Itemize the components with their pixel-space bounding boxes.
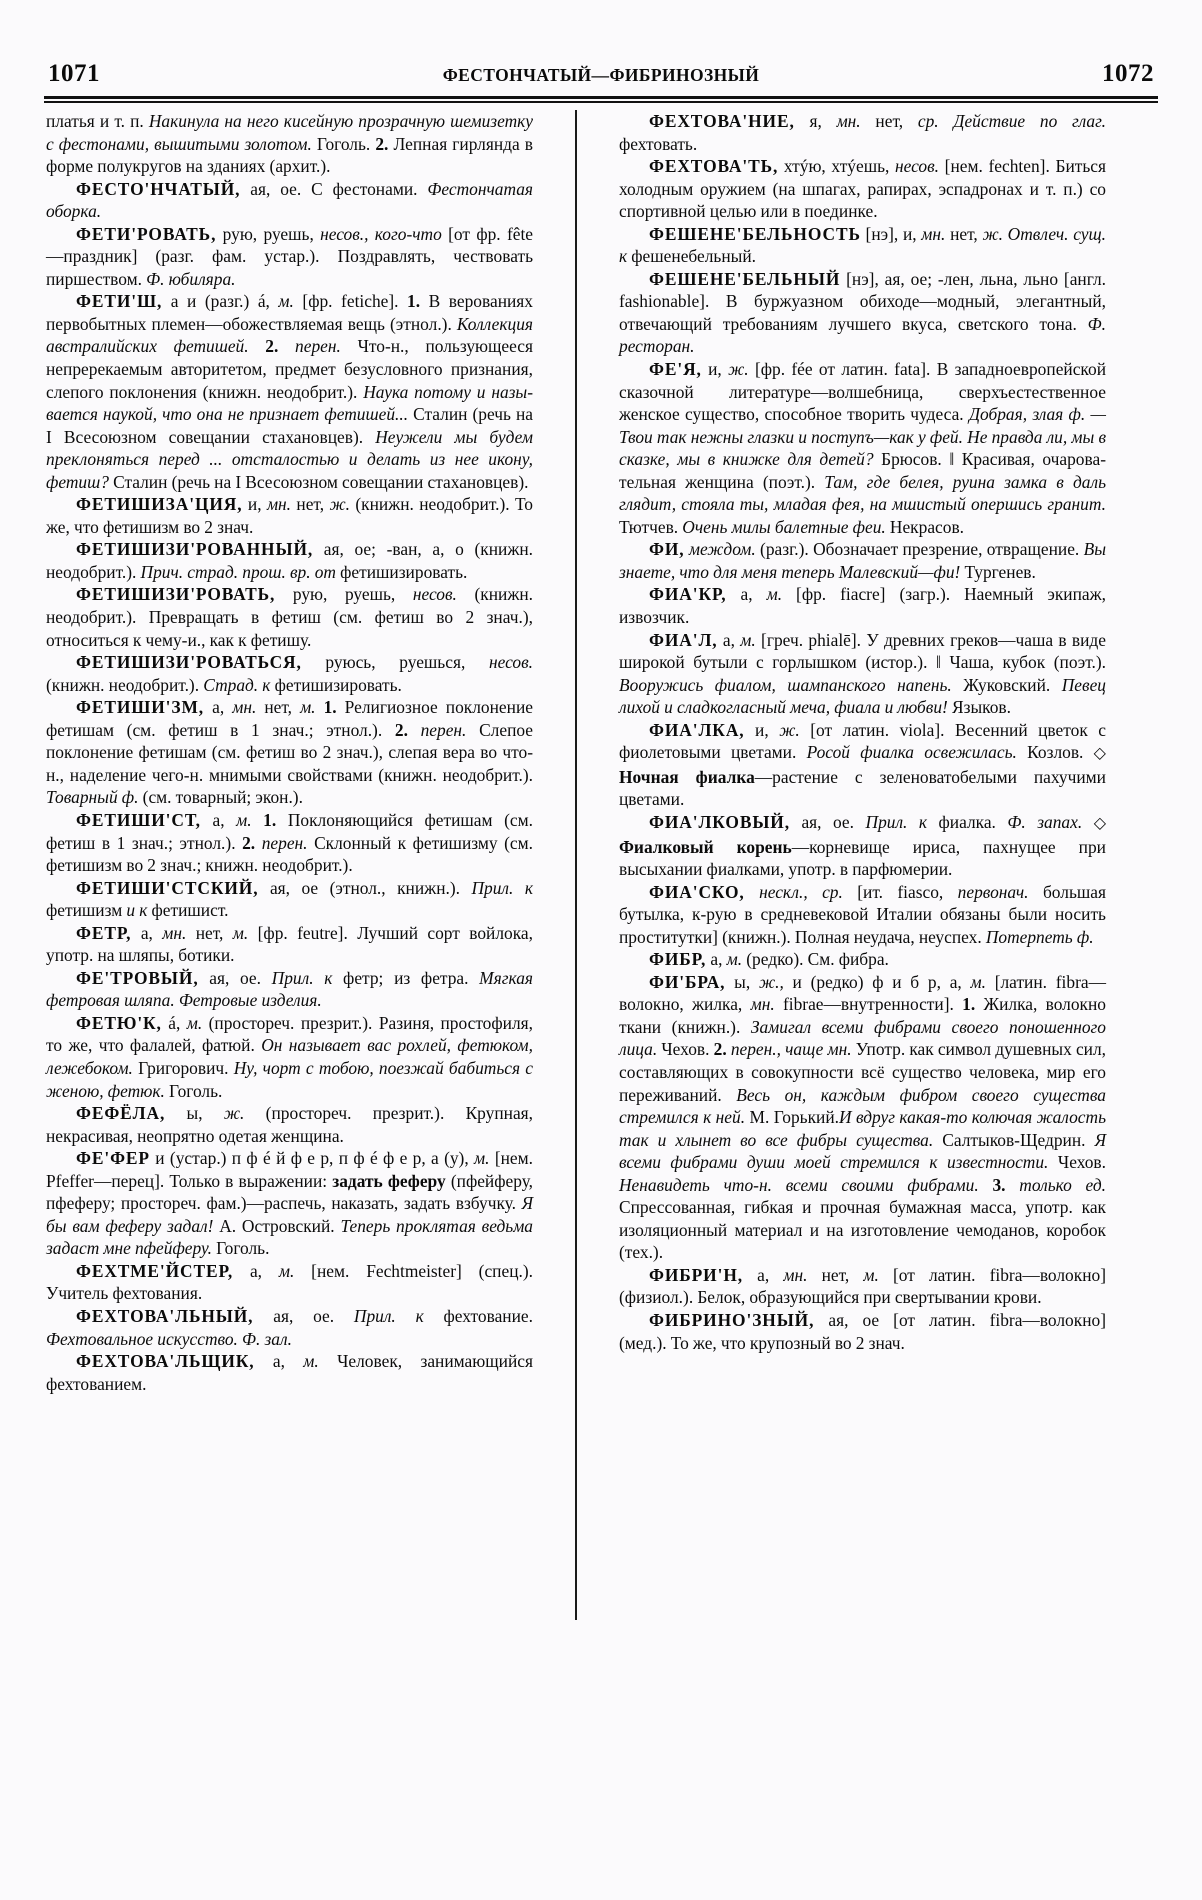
folio-left: 1071 bbox=[48, 60, 100, 87]
text-run: Сталин (речь на I Всесоюзном совещании стахановцев). bbox=[108, 471, 529, 492]
headword: ФИ, bbox=[649, 539, 685, 560]
text-run: мн. bbox=[232, 697, 257, 718]
headword: ФЕХТМЕ'ЙСТЕР, bbox=[76, 1260, 234, 1281]
text-run: Чехов. bbox=[657, 1039, 714, 1060]
text-run: Салтыков-Щедрин. bbox=[933, 1129, 1095, 1150]
dictionary-entry bbox=[46, 967, 533, 1012]
dictionary-entry bbox=[619, 223, 1106, 268]
headword: ФЕТИШИЗИ'РОВАТЬ, bbox=[76, 584, 276, 605]
text-run: нет, bbox=[860, 111, 918, 131]
text-run: м. bbox=[186, 1012, 203, 1033]
text-run: Добрая, злая ф. —Твои так нежны глазки и поступъ—как у фей. Не правда ли, мы в сказке, мы в книжке для детей? bbox=[619, 404, 1106, 470]
text-run: перен. bbox=[407, 719, 467, 740]
dictionary-entry bbox=[619, 583, 1106, 628]
text-run: ая, ое. С фестонами. bbox=[240, 178, 428, 199]
text-run: ж. bbox=[223, 1103, 245, 1124]
text-run: Потерпеть ф. bbox=[985, 926, 1094, 947]
text-run: и к bbox=[126, 900, 148, 921]
headword: ФЕТИ'Ш, bbox=[76, 291, 163, 312]
headword: ФЕТИШИЗИ'РОВАННЫЙ, bbox=[76, 539, 314, 560]
text-run: Григорович. bbox=[132, 1057, 234, 1078]
text-run: —корневище ириса, пахнущее при высыхании фиалками, употр. в парфюмерии. bbox=[619, 836, 1106, 880]
text-run: Гоголь. bbox=[164, 1080, 223, 1101]
dictionary-entry bbox=[46, 538, 533, 583]
text-run: и (редко) ф и б р, а, bbox=[783, 971, 971, 992]
headword: ФЕХТОВА'ЛЬЩИК, bbox=[76, 1351, 255, 1372]
text-run: м. bbox=[766, 584, 783, 605]
text-run: а, bbox=[131, 922, 163, 943]
text-run: ж. bbox=[779, 719, 800, 740]
text-run: мн. bbox=[836, 111, 861, 131]
text-run: [фр. fiacre] (загр.). Наемный экипаж, извозчик. bbox=[619, 584, 1106, 628]
dictionary-entry bbox=[46, 290, 533, 493]
dictionary-entry bbox=[46, 877, 533, 922]
text-run: Товарный ф. bbox=[46, 787, 139, 808]
text-run: Вы знаете, что для меня теперь Малевский—фи! bbox=[619, 539, 1107, 582]
text-run: междом. bbox=[684, 539, 756, 560]
text-run: 2. bbox=[394, 719, 408, 740]
text-run: И вдруг какая-то колючая жалость так и хлынет во все фибры существа. bbox=[619, 1107, 1106, 1150]
text-run: Вооружись фиалом, шампанского напень. bbox=[619, 674, 952, 695]
text-run: М. Горький. bbox=[745, 1107, 840, 1128]
dictionary-entry bbox=[46, 1260, 533, 1305]
headword: ФИА'ЛКОВЫЙ, bbox=[649, 811, 790, 832]
text-run: только ед. bbox=[1005, 1174, 1106, 1195]
text-run: фетишист. bbox=[147, 900, 229, 921]
text-run: Склонный к фетишизму (см. фетишизм во 2 знач.; книжн. неодобрит.). bbox=[46, 832, 533, 876]
text-run: Религиозное поклонение фетишам (см. фетиш в 1 знач.; этнол.). bbox=[46, 697, 533, 740]
text-run: á, bbox=[161, 1012, 187, 1033]
text-run: ы, bbox=[725, 971, 759, 992]
text-run: (редко). См. фибра. bbox=[742, 949, 889, 970]
text-run: первонач. bbox=[957, 881, 1029, 902]
rule-thin bbox=[44, 101, 1158, 103]
text-run: [нэ], ая, ое; -лен, льна, льно [англ. fashionable]. В буржуазном обиходе—модный, элегантный, отвечающий требованиям лучшего вкуса, светского тона. bbox=[619, 268, 1106, 334]
text-run: Человек, занимающийся фехтованием. bbox=[46, 1351, 533, 1394]
headword: ФИА'Л, bbox=[649, 629, 718, 650]
headword: ФЕХТОВА'НИЕ, bbox=[649, 111, 795, 131]
text-run: и, bbox=[242, 494, 267, 515]
text-run bbox=[1082, 812, 1094, 832]
text-run: Ф. ресторан. bbox=[619, 313, 1106, 357]
text-run: а и (разг.) á, bbox=[162, 291, 279, 312]
folio-right: 1072 bbox=[1101, 60, 1154, 87]
text-run: [от латин. fibra—волокно] (физиол.). Белок, образующийся при свертывании крови. bbox=[619, 1264, 1106, 1308]
headword: ФИА'КР, bbox=[649, 584, 727, 605]
text-run: Брюсов. ‖ Красивая, очаровательная женщина (поэт.). bbox=[619, 449, 1106, 492]
dictionary-entry bbox=[46, 809, 533, 877]
text-run: нет, bbox=[256, 697, 301, 718]
headword: ФЕСТО'НЧАТЫЙ, bbox=[76, 178, 241, 199]
text-run: Я всеми фибрами души моей стремился к известности. bbox=[619, 1129, 1106, 1173]
dictionary-entry bbox=[46, 583, 533, 651]
text-run: 1. bbox=[315, 697, 337, 718]
text-columns bbox=[46, 110, 1156, 1850]
dictionary-entry bbox=[619, 358, 1106, 538]
text-run: перен. bbox=[278, 336, 341, 357]
text-run: [нем. fechten]. Биться холодным оружием (на шпагах, рапирах, эспадронах и т. п.) со спортивной целью или в поединке. bbox=[619, 156, 1106, 222]
text-run: м. bbox=[300, 697, 316, 718]
headword: ФЕХТОВА'ЛЬНЫЙ, bbox=[76, 1305, 254, 1326]
text-run: ая, ое (этнол., книжн.). bbox=[258, 877, 472, 898]
text-run: (пфейферу, пфеферу; простореч. фам.)—распечь, наказать, задать взбучку. bbox=[46, 1170, 533, 1214]
text-run: Прил. к bbox=[353, 1305, 424, 1326]
text-run: [латин. fibra—волокно, жилка, bbox=[619, 971, 1106, 1015]
text-run: а, bbox=[254, 1351, 304, 1372]
text-run: мн. bbox=[921, 223, 946, 244]
text-run: а, bbox=[233, 1260, 279, 1281]
text-run: Козлов. bbox=[1016, 742, 1094, 763]
dictionary-entry bbox=[619, 155, 1106, 223]
text-run: Росой фиалка освежилась. bbox=[806, 742, 1017, 763]
dictionary-entry bbox=[619, 268, 1106, 358]
text-run: Гоголь. bbox=[211, 1238, 270, 1259]
text-run: фетишизировать. bbox=[335, 561, 468, 582]
text-run: рую, руешь, bbox=[275, 584, 413, 605]
text-run: (книжн. неодобрит.). То же, что фетишизм во 2 знач. bbox=[46, 494, 534, 537]
text-run: ая, ое; -ван, а, о (книжн. неодобрит.). bbox=[46, 539, 533, 582]
text-run: Страд. к bbox=[203, 674, 271, 695]
text-run: Тургенев. bbox=[960, 561, 1036, 582]
text-run: Жуковский. bbox=[951, 674, 1062, 695]
text-run: Там, где белея, руина замка в даль глядит, стояла ты, младая фея, на мшистый опершись гранит. bbox=[619, 471, 1107, 515]
headword: ФЕШЕНЕ'БЕЛЬНОСТЬ bbox=[649, 223, 861, 244]
dictionary-entry bbox=[46, 223, 533, 291]
headword: ФЕХТОВА'ТЬ, bbox=[649, 156, 779, 177]
text-run: Прил. к bbox=[271, 967, 333, 988]
text-run: ж. bbox=[728, 359, 749, 380]
headword: ФИБРИ'Н, bbox=[649, 1264, 744, 1285]
text-run: Лепная гирлянда в форме полукругов на зданиях (архит.). bbox=[46, 133, 534, 177]
text-run: фиалка. bbox=[927, 811, 1008, 832]
text-run: Прил. к bbox=[865, 811, 928, 832]
text-run: Употр. как символ душевных сил, составляющих в совокупности всё существо человека, мир его переживаний. bbox=[619, 1039, 1107, 1105]
text-run: [фр. fetiche]. bbox=[293, 291, 408, 312]
text-run: большая бутылка, к-рую в средневековой Италии обязаны были носить проститутки] (книжн.). Полная неудача, неуспех. bbox=[619, 881, 1106, 947]
text-run: ая, ое. bbox=[198, 967, 272, 988]
text-run: Фиалковый корень bbox=[619, 836, 792, 857]
text-run: Сталин (речь на I Всесоюзном совещании стахановцев). bbox=[46, 404, 533, 447]
text-run: фетишизм bbox=[46, 900, 127, 921]
entry-continuation bbox=[46, 110, 533, 178]
text-run: я, bbox=[794, 111, 837, 131]
text-run: ж. bbox=[329, 494, 350, 515]
dictionary-entry bbox=[46, 651, 533, 696]
headword: ФИА'ЛКА, bbox=[649, 719, 745, 740]
text-run: fibrae—внутренности]. bbox=[774, 994, 963, 1015]
dictionary-entry bbox=[619, 629, 1106, 719]
text-run: [ит. fiasco, bbox=[842, 881, 958, 902]
text-run: Фестончатая оборка. bbox=[46, 178, 533, 222]
text-run: 1. bbox=[407, 291, 421, 312]
text-run: В верованиях первобытных племен—обожествляемая вещь (этнол.). bbox=[46, 291, 533, 334]
text-run: м. bbox=[236, 809, 252, 830]
text-run: м. bbox=[970, 971, 986, 992]
text-run: (см. товарный; экон.). bbox=[138, 787, 303, 808]
text-run: Накинула на него кисейную прозрачную шемизетку с фестонами, вышитыми золотом. bbox=[46, 111, 533, 154]
dictionary-entry bbox=[619, 1309, 1106, 1354]
text-run: мн. bbox=[783, 1264, 808, 1285]
column-divider bbox=[575, 110, 577, 1620]
text-run: а, bbox=[706, 949, 727, 970]
text-run: а, bbox=[743, 1264, 784, 1285]
headword: ФЕШЕНЕ'БЕЛЬНЫЙ bbox=[649, 268, 841, 289]
headword: ФЕТИШИ'СТ, bbox=[76, 809, 201, 830]
text-run: и, bbox=[701, 359, 729, 380]
text-run: [фр. feutre]. Лучший сорт войлока, употр. на шляпы, ботики. bbox=[46, 922, 533, 966]
text-run: ◇ bbox=[1093, 814, 1106, 832]
dictionary-entry bbox=[619, 719, 1106, 811]
headword: ФЕТИ'РОВАТЬ, bbox=[76, 223, 217, 244]
text-run: м. bbox=[278, 1260, 295, 1281]
dictionary-entry bbox=[619, 1264, 1106, 1309]
text-run: Прич. страд. прош. вр. от bbox=[140, 561, 336, 582]
text-run: Весь он, каждым фибром своего существа стремился к ней. bbox=[619, 1084, 1106, 1128]
header-rule bbox=[44, 96, 1158, 103]
text-run: ж. Отвлеч. сущ. к bbox=[619, 223, 1106, 267]
headword: ФЕТЮ'К, bbox=[76, 1012, 162, 1033]
text-run: м. bbox=[303, 1351, 319, 1372]
text-run: [фр. fée от латин. fata]. В западноевропейской сказочной литературе—волшебница, сверхъестественное женское существо, способное творить чудеса. bbox=[619, 359, 1107, 425]
text-run: руюсь, руешься, bbox=[301, 652, 489, 673]
text-run: Я бы вам феферу задал! bbox=[46, 1193, 533, 1236]
dictionary-entry bbox=[46, 1012, 533, 1102]
dictionary-entry bbox=[46, 922, 533, 967]
text-run: Замигал всеми фибрами своего поношенного лица. bbox=[619, 1016, 1106, 1060]
text-run: рую, руешь, bbox=[216, 223, 321, 244]
headword: ФЕТР, bbox=[76, 922, 132, 943]
text-run: Теперь проклятая ведьма задаст мне пфейферу. bbox=[46, 1215, 533, 1259]
text-run: Чехов. bbox=[1048, 1152, 1106, 1173]
text-run: Неужели мы будем преклоняться перед ... отсталостью и делать из нее икону, фетиш? bbox=[46, 426, 533, 492]
text-run: Фехтовальное искусство. Ф. зал. bbox=[46, 1328, 292, 1349]
text-run: [от фр. fête—праздник] (разг. фам. устар.). Поздравлять, чествовать пиршеством. bbox=[46, 223, 534, 289]
headword: ФЕ'ФЕР bbox=[76, 1148, 150, 1169]
text-run: (простореч. презрит.). Разиня, простофиля, то же, что фалалей, фатюй. bbox=[46, 1012, 533, 1056]
text-run: а, bbox=[726, 584, 767, 605]
running-head bbox=[48, 52, 1154, 86]
text-run: Прил. к bbox=[471, 877, 533, 898]
text-run: Ф. запах. bbox=[1007, 811, 1083, 832]
dictionary-entry bbox=[46, 178, 533, 223]
text-run: Что-н., пользующееся непререкаемым авторитетом, предмет безусловного признания, слепого поклонения (книжн. неодобрит.). bbox=[46, 336, 533, 402]
text-run: несов. bbox=[489, 652, 533, 673]
text-run: Ненавидеть что-н. всеми своими фибрами. bbox=[619, 1174, 979, 1195]
text-run: мн. bbox=[266, 494, 292, 515]
text-run: (простореч. презрит.). Крупная, некрасивая, неопрятно одетая женщина. bbox=[46, 1103, 534, 1146]
text-run: 1. bbox=[962, 994, 976, 1015]
headword: ФЕТИШИ'ЗМ, bbox=[76, 697, 205, 718]
text-run: нескл., ср. bbox=[744, 881, 843, 902]
text-run: (книжн. неодобрит.). bbox=[46, 674, 204, 695]
text-run: а, bbox=[717, 629, 741, 650]
text-run: а, bbox=[200, 809, 237, 830]
column-left bbox=[46, 110, 533, 1850]
headword: ФИ'БРА, bbox=[649, 971, 726, 992]
text-run: 2. bbox=[375, 133, 389, 154]
text-run: м. bbox=[740, 629, 756, 650]
headword: ФИА'СКО, bbox=[649, 881, 745, 902]
text-run: Спрессованная, гибкая и прочная бумажная масса, употр. как изоляционный материал и на изготовление чемоданов, коробок (тех.). bbox=[619, 1197, 1106, 1263]
dictionary-entry bbox=[46, 1147, 533, 1260]
text-run: фетишизировать. bbox=[270, 674, 402, 695]
headword: ФЕ'Я, bbox=[649, 359, 702, 380]
text-run: Мягкая фетровая шляпа. Фетровые изделия. bbox=[46, 967, 534, 1011]
text-run: фехтование. bbox=[423, 1305, 533, 1326]
dictionary-entry bbox=[46, 493, 533, 538]
text-run: 1. bbox=[251, 809, 277, 830]
headword: ФИБРИНО'ЗНЫЙ, bbox=[649, 1309, 815, 1330]
text-run: ж., bbox=[758, 971, 784, 992]
text-run: 2. bbox=[713, 1039, 727, 1060]
dictionary-entry bbox=[46, 696, 533, 809]
text-run: Коллекция австралийских фетишей. bbox=[46, 313, 533, 357]
text-run: фешенебельный. bbox=[627, 246, 757, 267]
text-run: нет, bbox=[945, 223, 983, 244]
text-run: [греч. phialē]. У древних греков—чаша в виде широкой бутыли с горлышком (истор.). ‖ Чаша, кубок (поэт.). bbox=[619, 629, 1106, 673]
text-run: 3. bbox=[978, 1174, 1006, 1195]
text-run: перен., чаще мн. bbox=[726, 1039, 852, 1060]
text-run: и (устар.) п ф é й ф е р, п ф é ф е р, а (у), bbox=[149, 1148, 475, 1169]
dictionary-entry bbox=[619, 811, 1106, 881]
text-run: нет, bbox=[291, 494, 330, 515]
text-run: перен. bbox=[255, 832, 308, 853]
text-run: несов. bbox=[895, 156, 940, 177]
text-run: 2. bbox=[248, 336, 279, 357]
text-run: Жилка, волокно ткани (книжн.). bbox=[619, 994, 1107, 1037]
text-run: ая, ое. bbox=[253, 1305, 354, 1326]
dictionary-entry bbox=[619, 110, 1106, 155]
text-run: хтýю, хтýешь, bbox=[778, 156, 896, 177]
text-run: [нэ], и, bbox=[860, 223, 922, 244]
text-run: Языков. bbox=[947, 697, 1011, 718]
text-run: м. bbox=[474, 1148, 490, 1169]
text-run: [нем. Fechtmeister] (спец.). Учитель фехтования. bbox=[46, 1260, 533, 1304]
text-run: Некрасов. bbox=[885, 516, 965, 537]
dictionary-entry bbox=[619, 538, 1106, 583]
text-run: ая, ое. bbox=[789, 811, 866, 832]
headword: ФЕТИШИ'СТСКИЙ, bbox=[76, 877, 259, 898]
text-run: фехтовать. bbox=[619, 133, 698, 154]
headword: ФИБР, bbox=[649, 949, 707, 970]
text-run: ая, ое [от латин. fibra—волокно] (мед.). То же, что крупозный во 2 знач. bbox=[619, 1309, 1106, 1353]
text-run: Он называет вас рохлей, фетюком, лежебоком. bbox=[46, 1035, 533, 1078]
dictionary-entry bbox=[619, 881, 1106, 949]
text-run: Очень милы балетные феи. bbox=[682, 516, 886, 537]
text-run: несов., кого-что bbox=[320, 223, 442, 244]
dictionary-entry bbox=[619, 948, 1106, 971]
text-run: Ну, чорт с тобою, поезжай бабиться с женою, фетюк. bbox=[46, 1057, 533, 1101]
text-run: Гоголь. bbox=[311, 133, 376, 154]
text-run: несов. bbox=[412, 584, 457, 605]
text-run: ы, bbox=[165, 1103, 224, 1124]
text-run: нет, bbox=[186, 922, 233, 943]
text-run: мн. bbox=[750, 994, 775, 1015]
text-run: и, bbox=[744, 719, 780, 740]
text-run: Наука потому и называется наукой, что она не признает фетишей... bbox=[46, 381, 533, 425]
text-run: ◇ bbox=[1093, 745, 1106, 763]
text-run: платья и т. п. bbox=[46, 111, 149, 131]
text-run: А. Островский. bbox=[213, 1215, 341, 1236]
text-run: Ф. юбиляра. bbox=[146, 268, 236, 289]
text-run: [от латин. viola]. Весенний цветок с фиолетовыми цветами. bbox=[619, 719, 1106, 763]
headword: ФЕ'ТРОВЫЙ, bbox=[76, 967, 199, 988]
headword: ФЕТИШИЗА'ЦИЯ, bbox=[76, 494, 243, 515]
text-run: м. bbox=[232, 922, 249, 943]
text-run: Певец лихой и сладкогласный меча, фиала и любви! bbox=[619, 674, 1106, 718]
text-run: м. bbox=[863, 1264, 879, 1285]
headword: ФЕТИШИЗИ'РОВАТЬСЯ, bbox=[76, 652, 302, 673]
text-run: Поклоняющийся фетишам (см. фетиш в 1 знач.; этнол.). bbox=[46, 809, 533, 853]
text-run: Тютчев. bbox=[619, 516, 683, 537]
text-run: —растение с зеленоватобелыми пахучими цветами. bbox=[619, 766, 1106, 810]
headword: ФЕФЁЛА, bbox=[76, 1103, 166, 1124]
text-run: м. bbox=[278, 291, 294, 312]
text-run: ср. Действие по глаг. bbox=[917, 111, 1106, 131]
text-run: 2. bbox=[242, 832, 256, 853]
text-run: (разг.). Обозначает презрение, отвращение. bbox=[755, 539, 1084, 560]
text-run: мн. bbox=[162, 922, 187, 943]
text-run: фетр; из фетра. bbox=[332, 967, 480, 988]
dictionary-entry bbox=[46, 1350, 533, 1395]
dictionary-entry bbox=[46, 1102, 533, 1147]
text-run: задать феферу bbox=[332, 1170, 446, 1191]
column-right bbox=[619, 110, 1106, 1850]
text-run: [нем. Pfeffer—перец]. Только в выражении: bbox=[46, 1148, 533, 1191]
text-run: м. bbox=[726, 949, 743, 970]
text-run: (книжн. неодобрит.). Превращать в фетиш (см. фетиш во 2 знач.), относиться к чему-и., как к фетишу. bbox=[46, 584, 534, 650]
text-run: Слепое поклонение фетишам (см. фетиш во 2 знач.), слепая вера во что-н., наделение чего-н. мнимыми свойствами (книжн. неодобрит.). bbox=[46, 719, 534, 785]
dictionary-entry bbox=[46, 1305, 533, 1350]
text-run: Ночная фиалка bbox=[619, 766, 755, 787]
dictionary-entry bbox=[619, 971, 1106, 1264]
running-title: ФЕСТОНЧАТЫЙ—ФИБРИНОЗНЫЙ bbox=[442, 64, 760, 85]
text-run: нет, bbox=[807, 1264, 864, 1285]
text-run: а, bbox=[204, 697, 233, 718]
